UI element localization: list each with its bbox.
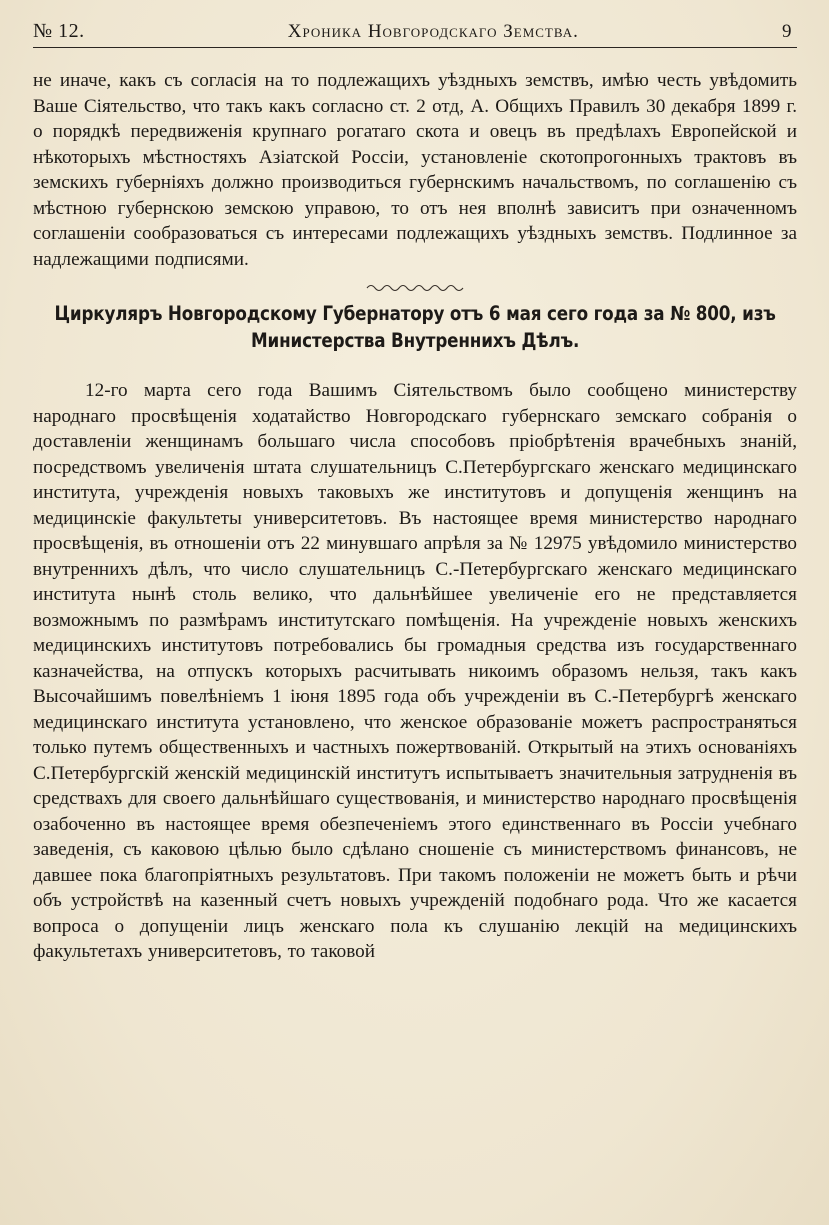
body-paragraph: 12-го марта сего года Вашимъ Сіятельствомъ было сообщено министерству народнаго просвѣщенія ходатайство Новгородскаго губернскаго земскаго собранія о доставленіи женщинамъ большаго числа способовъ пріобрѣтенія врачебныхъ знаній, посредствомъ увеличенія штата слушательницъ С.Петербургскаго женскаго медицинскаго института, учрежденія новыхъ таковыхъ же институтовъ и допущенія женщинъ на медицинскіе факультеты университетовъ. Въ настоящее время министерство народнаго просвѣщенія, въ отношеніи отъ 22 минувшаго апрѣля за № 12975 увѣдомило министерство внутреннихъ дѣлъ, что число слушательницъ С.-Петербургскаго женскаго медицинскаго института нынѣ столь велико, что дальнѣйшее увеличеніе его не представляется возможнымъ по размѣрамъ институтскаго помѣщенія. На учрежденіе новыхъ женскихъ медицинскихъ институтовъ потребовались бы громадныя средства изъ государственнаго казначейства, на отпускъ которыхъ расчитывать никоимъ образомъ нельзя, такъ какъ Высочайшимъ повелѣніемъ 1 іюня 1895 года объ учрежденіи въ С.-Петербургѣ женскаго медицинскаго института установлено, что женское образованіе можетъ распространяться только путемъ общественныхъ и частныхъ пожертвованій. Открытый на этихъ основаніяхъ С.Петербургскій женскій медицинскій институтъ испытываетъ значительныя затрудненія въ средствахъ для своего дальнѣйшаго существованія, и министерство народнаго просвѣщенія озабоченно въ настоящее время обезпеченіемъ этого единственнаго въ Россіи учебнаго заведенія, съ каковою цѣлью было сдѣлано сношеніе съ министерствомъ финансовъ, не давшее пока благопріятныхъ результатовъ. При такомъ положеніи не можетъ быть и рѣчи объ устройствѣ на казенный счетъ новыхъ учрежденій подобнаго рода. Что же касается вопроса о допущеніи лицъ женскаго пола къ слушанію лекцій на медицинскихъ факультетахъ университетовъ, то таковой <box>33 380 797 962</box>
circular-heading: Циркуляръ Новгородскому Губернатору отъ 6 мая сего года за № 800, изъ Министерства Внутреннихъ Дѣлъ. <box>54 302 776 352</box>
continuation-paragraph: не иначе, какъ съ согласія на то подлежащихъ уѣздныхъ земствъ, имѣю честь увѣдомить Ваше Сіятельство, что такъ какъ согласно ст. 2 отд, А. Общихъ Правилъ 30 декабря 1899 г. о порядкѣ передвиженія крупнаго рогатаго скота и овецъ въ предѣлахъ Европейской и нѣкоторыхъ мѣстностяхъ Азіатской Россіи, установленіе скотопрогонныхъ трактовъ въ земскихъ губерніяхъ должно производиться губернскимъ начальствомъ, по соглашенію съ мѣстною губернскою земскою управою, то отъ нея вполнѣ зависитъ при означенномъ соглашеніи сообразоваться съ интересами подлежащихъ уѣздныхъ земствъ. Подлинное за надлежащими подписями. <box>33 70 797 270</box>
page-number: 9 <box>782 21 792 42</box>
issue-number: № 12. <box>33 20 85 42</box>
separator-flourish-icon <box>33 282 797 294</box>
journal-title: Хроника Новгородскаго Земства. <box>287 21 579 42</box>
running-header <box>33 20 797 48</box>
